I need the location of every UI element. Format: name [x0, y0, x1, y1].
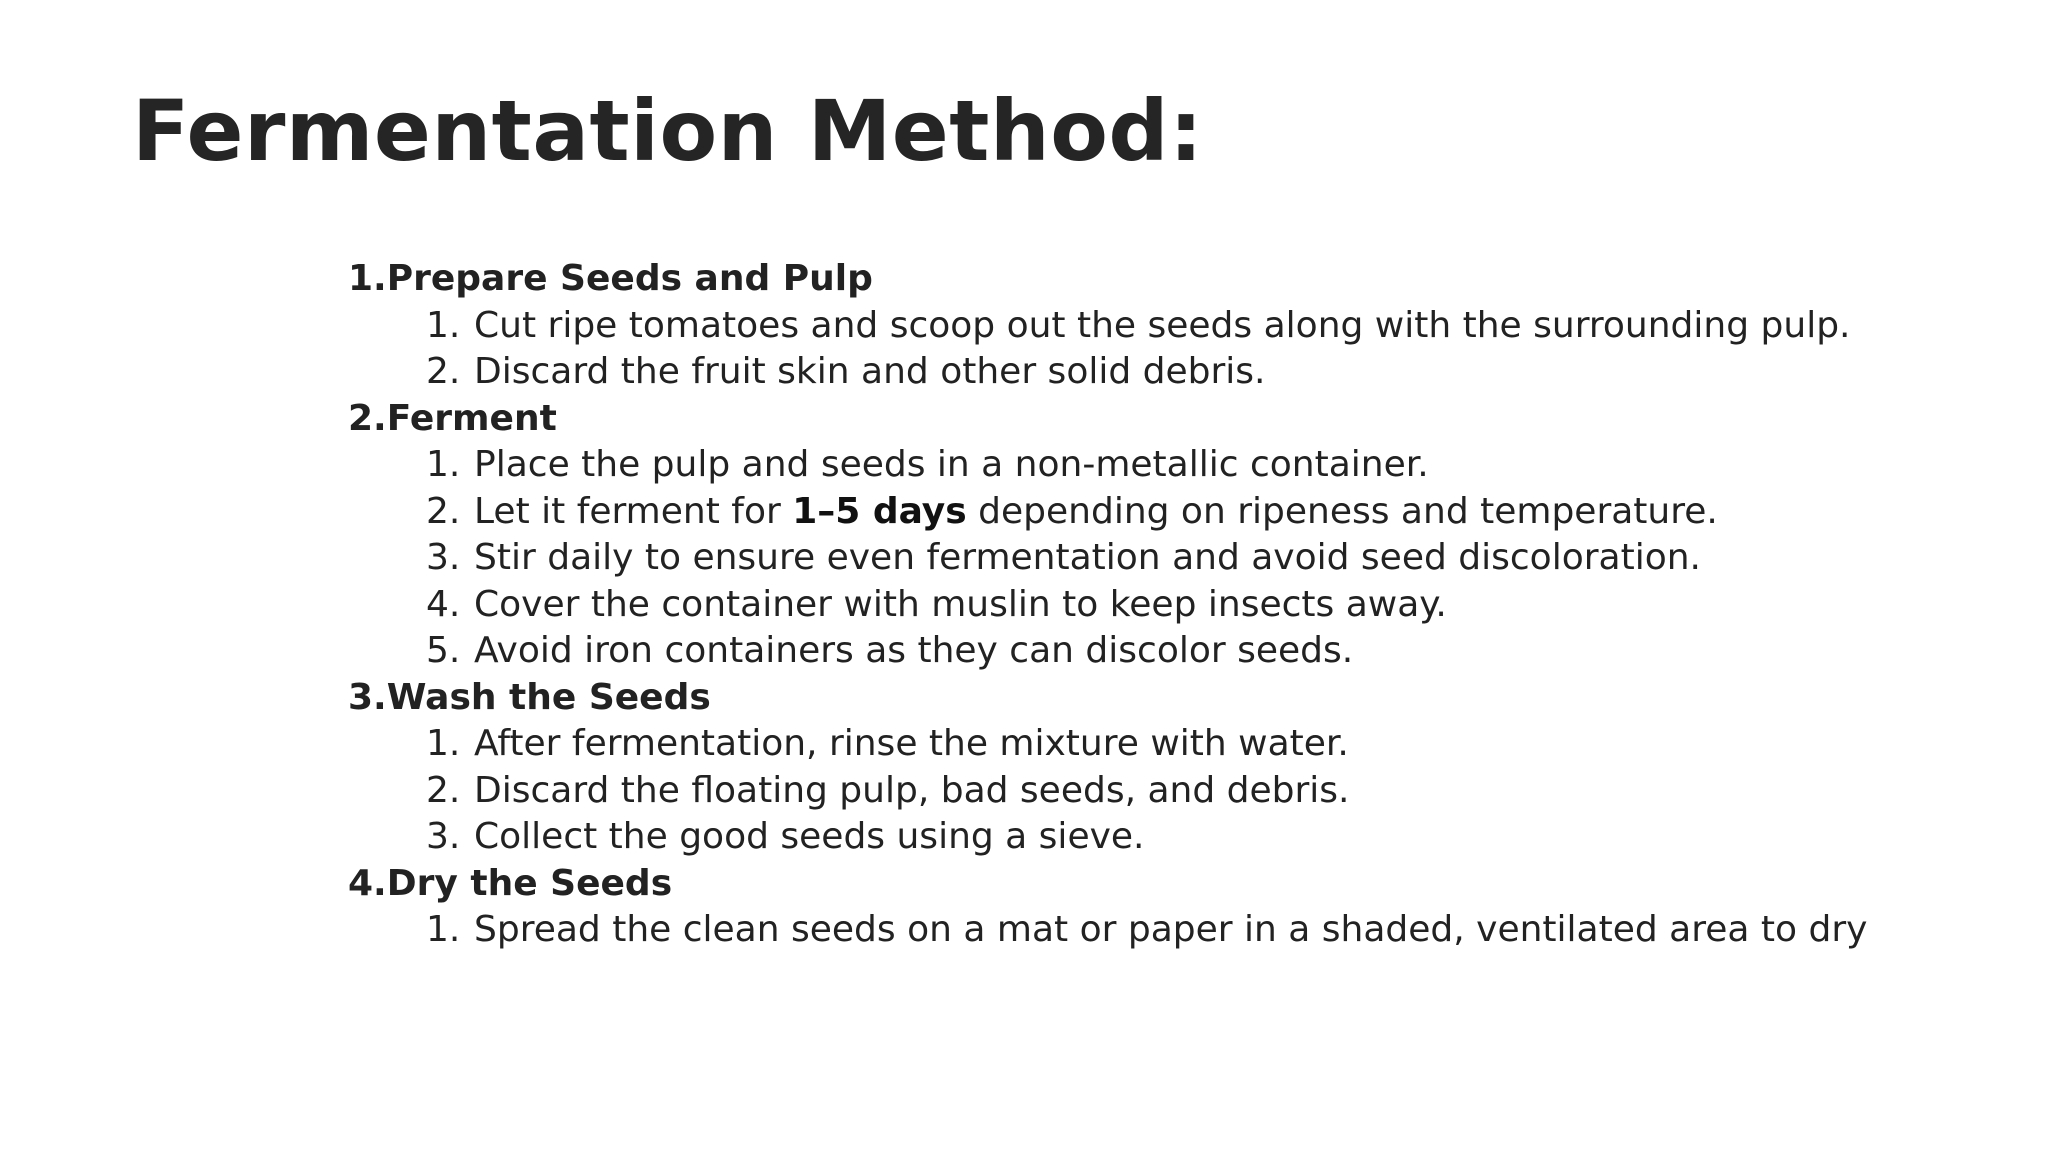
slide-title: Fermentation Method:	[132, 82, 1204, 180]
step-heading	[348, 256, 1867, 303]
steps-list	[348, 256, 1867, 954]
item-number: 1.	[426, 909, 461, 950]
item-text: Stir daily to ensure even fermentation and avoid seed discoloration.	[474, 537, 1701, 578]
step-ferment	[348, 396, 1867, 675]
list-item	[348, 535, 1867, 582]
item-number: 1.	[426, 444, 461, 485]
step-heading	[348, 396, 1867, 443]
list-item	[348, 628, 1867, 675]
step-title: Wash the Seeds	[386, 676, 711, 718]
item-text: Spread the clean seeds on a mat or paper in a shaded, ventilated area to dry	[474, 909, 1868, 950]
item-text: Place the pulp and seeds in a non-metallic container.	[474, 444, 1429, 485]
item-text-after: depending on ripeness and temperature.	[966, 490, 1718, 532]
list-item	[348, 582, 1867, 629]
item-number: 1.	[426, 723, 461, 764]
step-number: 3.	[348, 676, 387, 718]
item-text: Discard the floating pulp, bad seeds, and debris.	[474, 769, 1350, 811]
step-dry	[348, 861, 1867, 954]
item-text: Cover the container with muslin to keep insects away.	[474, 583, 1447, 625]
list-item	[348, 442, 1867, 489]
step-heading	[348, 675, 1867, 722]
list-item	[348, 814, 1867, 861]
step-number: 4.	[348, 862, 387, 904]
item-number: 3.	[426, 537, 461, 578]
item-number: 1.	[426, 304, 461, 346]
item-number: 2.	[426, 351, 461, 392]
list-item	[348, 303, 1867, 350]
item-number: 3.	[426, 816, 461, 857]
substeps-list	[348, 442, 1867, 675]
step-title: Dry the Seeds	[386, 862, 673, 904]
substeps-list	[348, 721, 1867, 861]
list-item	[348, 907, 1867, 954]
list-item	[348, 489, 1867, 536]
item-number: 2.	[426, 490, 461, 532]
step-title: Ferment	[386, 397, 557, 439]
step-title: Prepare Seeds and Pulp	[386, 258, 873, 299]
item-text: After fermentation, rinse the mixture with water.	[474, 723, 1349, 764]
item-number: 5.	[426, 630, 461, 671]
item-text: Cut ripe tomatoes and scoop out the seeds along with the surrounding pulp.	[474, 304, 1851, 346]
duration-emphasis: 1–5 days	[792, 490, 967, 532]
list-item	[348, 768, 1867, 815]
item-text-before: Let it ferment for	[474, 490, 793, 532]
step-number: 2.	[348, 397, 387, 439]
step-heading	[348, 861, 1867, 908]
item-text: Avoid iron containers as they can discolor seeds.	[474, 630, 1354, 671]
item-number: 4.	[426, 583, 461, 625]
list-item	[348, 349, 1867, 396]
step-wash	[348, 675, 1867, 861]
substeps-list	[348, 303, 1867, 396]
substeps-list	[348, 907, 1867, 954]
item-text: Collect the good seeds using a sieve.	[474, 816, 1145, 857]
list-item	[348, 721, 1867, 768]
item-text: Discard the fruit skin and other solid debris.	[474, 351, 1266, 392]
item-number: 2.	[426, 769, 461, 811]
step-prepare	[348, 256, 1867, 396]
step-number: 1.	[348, 258, 387, 299]
